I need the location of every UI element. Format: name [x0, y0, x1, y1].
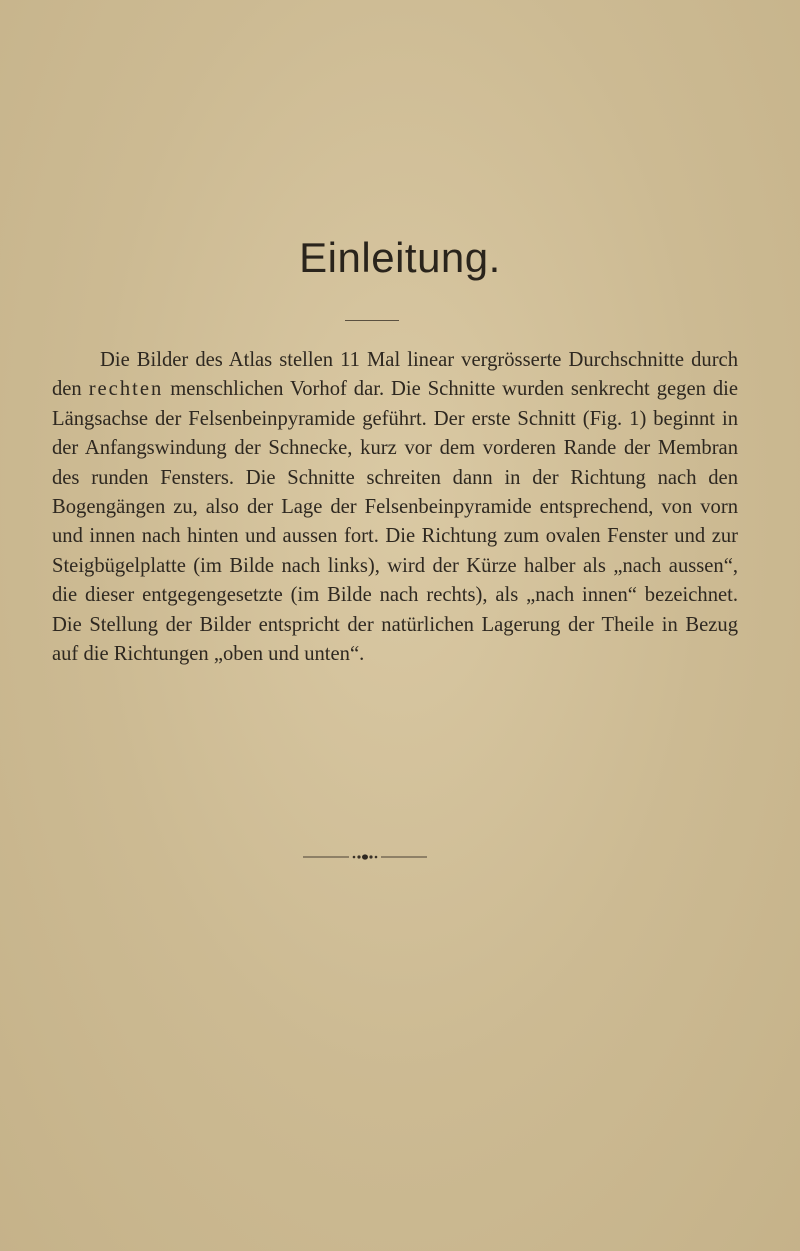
ornament-divider: [303, 853, 427, 861]
ornament-icon: [303, 853, 427, 861]
title-divider: [345, 320, 399, 321]
intro-paragraph: [52, 346, 738, 669]
page-title: Einleitung.: [299, 234, 501, 281]
paragraph-text-end: menschlichen Vorhof dar. Die Schnitte wurden senkrecht gegen die Längsachse der Felsenbeinpyramide geführt. Der erste Schnitt (Fig. 1) beginnt in der Anfangswindung der Schnecke, kurz vor dem vorderen Rande der Membran des runden Fensters. Die Schnitte schreiten dann in der Richtung nach den Bogengängen zu, also der Lage der Felsenbeinpyramide entsprechend, von vorn und innen nach hinten und aussen fort. Die Richtung zum ovalen Fenster und zur Steigbügelplatte (im Bilde nach links), wird der Kürze halber als „nach aussen“, die dieser entgegengesetzte (im Bilde nach rechts), als „nach innen“ bezeichnet. Die Stellung der Bilder entspricht der natürlichen Lagerung der Theile in Bezug auf die Richtungen „oben und unten“.: [52, 378, 738, 666]
paragraph-text-start: Die Bilder des Atlas stellen 11 Mal linear vergrösserte Durchschnitte durch den: [52, 349, 738, 401]
paragraph-emphasis: rechten: [88, 378, 164, 401]
